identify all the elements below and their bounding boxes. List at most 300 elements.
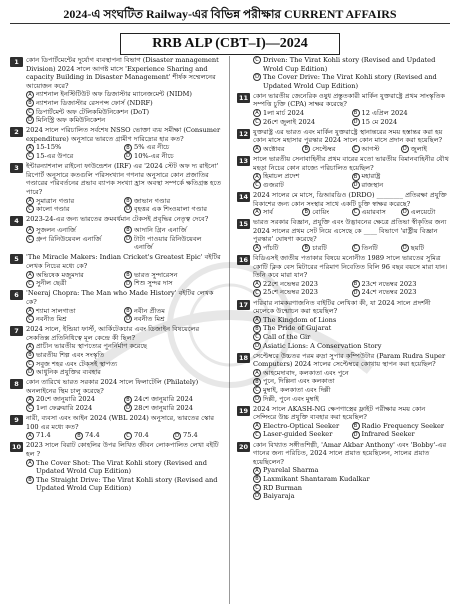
option-text: শিশু সুন্দর দাস [134,279,173,288]
option-text: পুনে, দিল্লিনা এবং কলকাতা [263,377,335,386]
option-letter: D [352,431,360,439]
question-number: 13 [239,157,249,166]
option-letter: C [253,333,261,341]
option-text: প্রাচীন ভারতীয় স্থাপত্যের পুনর্নির্মাণ করেছে [36,342,147,351]
option-text: 10%-এর নীচে [134,152,174,161]
options-group [237,172,450,189]
option-letter: B [124,271,132,279]
option-text: The Cover Shot: The Virat Kohli story (Revised and Updated Wrold Cup Edition) [36,458,207,476]
question-number: 9 [10,415,23,425]
option-letter: B [26,351,34,359]
option-letter: D [124,280,132,288]
question-line [237,352,450,369]
answer-option [253,422,352,431]
question-text: যুক্তরাষ্ট্র এর ভারত এবং মার্কিন যুক্তরাষ্ট্রে স্থানান্তরের সময় হস্তান্তর করা হয় কোন মাসে মহাসার পুরস্কার 2024 সালে কোন মাসে প্রদান করা হয়েছিল? [253,127,443,145]
option-letter: B [75,432,83,440]
answer-option [124,152,222,161]
answer-option [26,279,124,288]
question-block [237,405,450,439]
answer-option [26,99,222,108]
answer-option [352,208,401,217]
options-group [10,342,222,376]
answer-option [352,172,451,181]
answer-option [124,395,222,404]
answer-option [124,431,173,440]
option-text: Asiatic Lions: A Conservation Story [263,341,382,350]
question-number: 10 [12,443,22,452]
option-text: মহারাষ্ট্র [361,172,381,181]
option-letter: C [26,280,34,288]
question-block [10,441,222,493]
question-block [10,253,222,287]
option-letter: C [26,315,34,323]
option-text: 75.4 [183,431,198,440]
question-text: 2024 সালে AKASH-NG ক্ষেপণাস্ত্রের ফ্লাইট পরীক্ষার সময় কোন সেন্সিংরে উচ্চ প্রযুক্তি ব্যবহার করা হয়েছিল? [253,404,426,422]
options-group [237,316,450,350]
option-letter: A [253,109,261,117]
question-text: কোন বিখ্যাত সঙ্গীতশিল্পী, 'Amar Akbar Anthony' এবং 'Bobby'-এর গানের জন্য পরিচিত, 2024 সালে প্রয়াত হয়েছিলেন, সালের প্রয়াত হয়েছিলেন? [253,440,447,466]
answer-option [253,316,450,325]
option-text: এয়ারবাস [361,208,386,217]
answer-option [26,476,222,493]
option-text: সুনীল ছেত্রী [36,279,67,288]
answer-option [253,56,450,73]
options-group [10,307,222,324]
answer-option [253,475,450,484]
option-text: সুজলন এনার্জি [36,226,76,235]
question-block [10,215,222,252]
question-number: 20 [239,442,249,451]
question-line [10,325,222,342]
option-text: রাজস্থান [361,180,384,189]
option-letter: B [352,280,360,288]
answer-option [26,307,124,316]
option-text: 15-15% [36,143,62,152]
answer-option [352,430,451,439]
answer-option [253,172,352,181]
option-text: দিল্লী, পুনে এবং মুম্বাই [263,394,319,403]
question-text: পরিবার নামকরণাজনিত বাইটির লেখিকা কী, যা 2024 সালে প্রদর্শনী মেলেকে উন্মোচন করা হয়েছিল? [253,298,431,316]
option-letter: C [352,208,360,216]
option-letter: C [124,432,132,440]
question-text: 'The Miracle Makers: Indian Cricket's Greatest Epic' বইটির লেখক নিচের মধ্যে কে? [26,253,221,271]
option-text: The Kingdom of Lions [263,315,337,324]
answer-option [352,118,451,127]
question-number: 12 [239,129,249,138]
answer-option [253,395,450,404]
option-letter: C [26,152,34,160]
option-text: 23শে নভেম্বর 2023 [361,279,417,288]
answer-option [302,208,351,217]
answer-option [253,377,450,386]
options-group [237,280,450,297]
answer-option [253,342,450,351]
answer-option [253,492,450,501]
answer-option [26,342,222,351]
left-column [10,56,230,604]
option-letter: A [26,343,34,351]
option-text: RD Burman [263,483,303,492]
answer-option [124,143,222,152]
option-letter: D [401,208,409,216]
option-text: গ্রুপ রিনিউয়েবল এনার্জি [36,234,102,243]
option-text: 25শে নভেম্বর 2023 [263,288,318,297]
answer-option [253,288,352,297]
answer-option [26,90,222,99]
option-text: মুম্বাই, কলকাতা এবং দিল্লী [263,385,331,394]
answer-option [124,279,222,288]
option-letter: C [352,244,360,252]
answer-option [26,205,124,214]
option-text: সেপ্টেম্বর [312,144,336,153]
answer-option [124,235,222,252]
option-text: Laxmikant Shantaram Kudalkar [263,474,370,483]
option-letter: D [401,244,409,252]
option-text: 1লা ফেব্রুয়ারি 2024 [36,404,93,413]
option-text: Electro-Optical Seeker [263,421,340,430]
option-text: আদানি গ্রিন এনার্জি [134,226,187,235]
option-text: এলয়েটো [410,208,436,217]
answer-option [26,108,222,117]
question-number: 18 [239,353,249,362]
answer-option [26,351,222,360]
option-text: ভারতীয় শিল্প এবং সংস্কৃতি [36,351,105,359]
answer-option [124,205,222,214]
question-block [10,162,222,214]
option-letter: D [124,235,132,243]
answer-option [253,181,352,190]
option-letter: D [124,205,132,213]
answer-option [124,404,222,413]
option-letter: D [26,368,34,376]
answer-option [401,244,450,253]
option-letter: A [26,226,34,234]
question-block [10,56,222,125]
question-block [237,218,450,252]
option-text: 71.4 [36,431,51,440]
options-group [237,422,450,439]
question-line [10,215,222,226]
answer-option [253,466,450,475]
options-group [10,197,222,214]
option-text: শ্যামা সালগাতা [36,306,76,315]
option-letter: D [253,342,261,350]
question-line [237,155,450,172]
option-text: The Cover Drive: The Virat Kohli story (Revised and Updated Wrold Cup Edition) [263,73,437,90]
option-letter: A [253,316,261,324]
option-text: The Straight Drive: The Virat Kohli story (Revised and Updated Wrold Cup Edition) [36,475,218,493]
question-line [237,128,450,145]
option-text: মিনিস্ট্রি অফ কমিউনিকেশন [36,116,106,125]
question-number: 7 [10,326,23,336]
right-column [230,56,450,604]
option-letter: B [124,307,132,315]
answer-option [253,73,450,90]
answer-option [124,197,222,206]
answer-option [352,422,451,431]
question-block [10,378,222,412]
question-block [237,56,450,90]
option-text: The Pride of Gujarat [263,324,332,333]
answer-option [26,404,124,413]
answer-option [253,333,450,342]
question-text: কোন তারিখে ভারত সরকার 2024 সালে ফিলাটেলি (Philately) অনলাইনের স্থিম চালু করেছে? [26,378,199,395]
option-text: Laser-guided Seeker [263,430,333,439]
question-number: 1 [10,57,23,67]
answer-option [26,143,124,152]
option-text: 12 এপ্রিল 2024 [361,109,408,118]
question-text: 2024 সালের মে মাসে, ডিআরডিও (DRDO) ________ প্রতিরক্ষা প্রযুক্তি বিকাশের জন্য কোন সংস্থার সাথে একটি চুক্তি স্বাক্ষর করেছে? [253,190,447,208]
option-text: Radio Frequency Seeker [361,421,445,430]
option-letter: A [26,307,34,315]
option-text: 15 মে 2024 [361,117,398,126]
option-text: Baiyaraja [263,492,295,501]
option-letter: D [253,395,261,403]
answer-option [302,145,351,154]
options-group [10,431,222,440]
option-text: আধুনিক প্রযুক্তির ব্যবহার [36,368,101,377]
answer-option [124,226,222,235]
option-letter: C [253,118,261,126]
question-number: 6 [10,290,23,300]
option-text: চারটি [312,243,327,252]
option-text: Infrared Seeker [361,430,415,439]
question-line [237,254,450,280]
answer-option [124,271,222,280]
option-letter: D [124,152,132,160]
question-number: 2 [10,127,23,137]
option-letter: D [26,116,34,124]
option-letter: A [26,271,34,279]
answer-option [26,395,124,404]
option-letter: A [26,144,34,152]
option-letter: C [26,205,34,213]
option-letter: B [352,109,360,117]
question-text: 'Neeraj Chopra: The Man who Made History' বইটির লেখক কে? [26,289,214,306]
answer-option [253,369,450,378]
question-text: 2023 সালে বিরাট কোহলির উপর লিখিত জীবন লোকপালিত লেখা বইটি হল ? [26,441,219,459]
option-letter: B [302,145,310,153]
option-letter: C [26,360,34,368]
option-text: টাটা পাওয়ার রিনিউয়েবল এনার্জি [134,234,202,252]
option-text: 1লা মার্চ 2024 [263,109,305,118]
options-group [237,244,450,253]
question-line [10,378,222,395]
option-text: 24শে নভেম্বর 2023 [361,288,417,297]
option-letter: B [253,378,261,386]
options-group [237,208,450,217]
option-letter: B [26,476,34,484]
question-number: 16 [239,256,249,265]
question-number: 19 [239,406,249,415]
option-letter: C [26,235,34,243]
question-block [10,289,222,323]
option-text: বৃহত্তর এক শিংওয়ালা গণ্ডার [134,205,207,214]
question-block [237,299,450,351]
option-letter: C [253,56,261,64]
options-group [237,56,450,90]
options-group [237,109,450,126]
question-line [237,441,450,467]
option-text: Call of the Gir [263,332,311,341]
question-text: সেপ্টেম্বরে উচ্চতর পরম রুদ্রা সুপার কম্পিউটার (Param Rudra Super Computers) 2024 সালের সেপ্টেম্বরে কোথায় স্থাপন করা হয়েছিল? [253,351,446,369]
answer-option [352,181,451,190]
options-group [10,459,222,493]
question-text: সালে ভারতীয় সেনাবাহিনীর প্রথম বারের মতো ভারতীয় বিমানবাহিনীর যৌথ মহড়া নিচের কোন রাজ্যে পরিচালিত হয়েছিল? [253,155,449,172]
option-letter: A [253,422,261,430]
option-text: পাঁচটি [263,243,279,252]
option-letter: A [253,145,261,153]
answer-option [253,145,302,154]
option-text: 5% এর নীচে [134,143,170,152]
answer-option [26,197,124,206]
answer-option [401,208,450,217]
question-number: 15 [239,220,249,229]
option-letter: A [253,173,261,181]
option-text: হিমাচল প্রদেশ [263,172,300,181]
option-text: 74.4 [85,431,100,440]
option-letter: B [124,144,132,152]
option-letter: C [253,289,261,297]
option-letter: B [124,226,132,234]
option-text: জুলাই [410,144,427,153]
question-block [10,325,222,377]
question-number: 11 [239,93,249,102]
question-columns [10,56,450,604]
option-text: 20শে জানুয়ারি 2024 [36,395,95,404]
question-line [237,405,450,422]
option-letter: A [253,369,261,377]
option-text: অক্টোবর [263,144,285,153]
option-text: ছয়টি [410,243,425,252]
question-line [10,414,222,431]
option-text: নবনীত মিশ্র [36,315,67,324]
options-group [10,226,222,252]
option-text: বোয়িং [312,208,330,217]
option-letter: A [253,280,261,288]
answer-option [352,280,451,289]
option-letter: D [253,492,261,500]
option-letter: B [26,99,34,107]
option-letter: D [352,181,360,189]
option-letter: A [253,244,261,252]
option-text: আগস্ট [361,144,380,153]
answer-option [352,109,451,118]
answer-option [253,386,450,395]
option-text: ডিপার্টমেন্ট অফ টেলিকমিউনিকেশন (DoT) [36,107,150,116]
answer-option [302,244,351,253]
answer-option [253,430,352,439]
option-letter: B [124,197,132,205]
answer-option [26,368,222,377]
answer-option [26,235,124,252]
option-letter: D [124,315,132,323]
answer-option [26,226,124,235]
answer-option [253,484,450,493]
question-number: 8 [10,379,23,389]
option-letter: C [26,108,34,116]
option-text: কালো গণ্ডার [36,205,70,214]
question-number: 5 [10,254,23,264]
answer-option [124,307,222,316]
answer-option [26,116,222,125]
question-block [237,191,450,217]
options-group [10,90,222,124]
answer-option [352,288,451,297]
question-block [237,352,450,404]
options-group [10,395,222,412]
option-letter: B [302,244,310,252]
question-line [237,191,450,208]
answer-option [26,271,124,280]
option-letter: B [352,422,360,430]
question-text: কোন ডিপার্টমেন্টের দুর্যোগ ব্যবস্থাপনা বিভাগ (Disaster management Division) 2024 সালে আগষ্ট মাসে 'Experience Sharing and capacity Building in Disaster Management' শীর্ষক সম্মেলনের আয়োজন করে? [26,56,219,90]
option-text: সার্ব [263,208,273,217]
option-text: ন্যাশনাল ইনস্টিটিউট অফ ডিজাস্টার ম্যানেজমেন্ট (NIDM) [36,90,192,99]
question-text: নারী, ব্যবসা এবং আইন 2024 (WBL 2024) অনুসারে, ভারতের স্কোর 100 এর মধ্যে কত? [26,414,215,431]
option-letter: D [253,73,261,81]
option-text: অভিষেক মজুমদার [36,270,84,279]
question-block [237,128,450,154]
question-number: 14 [239,192,249,201]
option-letter: A [26,197,34,205]
option-letter: D [401,145,409,153]
option-text: সুমাত্রান গণ্ডার [36,196,75,205]
option-text: তিনটি [361,243,378,252]
answer-option [124,315,222,324]
option-letter: D [173,432,181,440]
option-letter: B [253,325,261,333]
question-block [10,126,222,160]
option-letter: A [26,396,34,404]
option-letter: D [124,404,132,412]
question-line [10,289,222,306]
question-number: 4 [10,216,23,226]
question-block [237,441,450,501]
option-text: 24শে জানুয়ারি 2024 [134,395,193,404]
option-letter: B [352,173,360,181]
question-line [10,56,222,90]
options-group [237,466,450,500]
answer-option [26,360,222,369]
option-letter: D [352,118,360,126]
question-block [237,92,450,126]
option-letter: D [352,289,360,297]
option-letter: C [253,431,261,439]
question-text: ভারত সরকার বিজ্ঞান, প্রযুক্তি এবং উদ্ভাবনের ক্ষেত্রে প্রতিভা স্বীকৃতির জন্য 2024 সালের প্রথম সেট নিয়ে এসেছে কে ____ বিভাগে 'রাষ্ট্রীয় বিজ্ঞান পুরস্কার' ঘোষণা করেছে? [253,218,447,244]
option-text: Pyarelal Sharma [263,466,319,475]
question-text: বিডিএসই জাতীয় পতাকার বিষয়ে মনোনীত 1989 সালে ভারতের সুমিত্ৰ কোটি ক্লিক বেস মিটারের পরিমাণ নিবেতিত বিলি 96 বছর বয়সে মারা যান। তিনি কবে মারা যান? [253,254,448,280]
answer-option [253,109,352,118]
option-letter: C [26,404,34,412]
option-text: 15-এর উপরে [36,152,74,161]
option-text: আহমেদাবাদ, কলকাতা এবং পুনে [263,368,349,377]
question-line [10,126,222,143]
question-block [237,155,450,189]
answer-option [173,431,222,440]
answer-option [26,431,75,440]
option-text: 26শে জুলাই 2024 [263,117,316,126]
option-letter: C [253,386,261,394]
question-text: 2024 সালে, ইন্ডিয়া ফার্স্ট, আর্কিটেকচার এবং ডিজাইন বিষয়েলের সেকতিক্স প্রতিনিধিত্বে মূল কেন্দ্রে কী ছিল? [26,325,200,342]
option-text: ভারত সুন্দারেসন [134,270,178,279]
question-text: 2023-24-এর জন্য ভারতের ক্রমবর্ধমান টেকসই প্রবৃদ্ধির নেতৃত্ব দেবে? [26,215,209,224]
exam-heading: RRB ALP (CBT–I)—2024 [120,33,340,55]
option-text: 28শে জানুয়ারি 2024 [134,404,193,413]
options-group [237,369,450,403]
answer-option [26,152,124,161]
question-text: কোন ভারতীয় জেনেরিক ওষুধ প্রস্তুতকারী মার্কিন যুক্তরাষ্ট্রে প্রথম সাংস্কৃতিক সম্পত্তি চুক্তি (CPA) সাক্ষর করেছে? [253,91,445,109]
